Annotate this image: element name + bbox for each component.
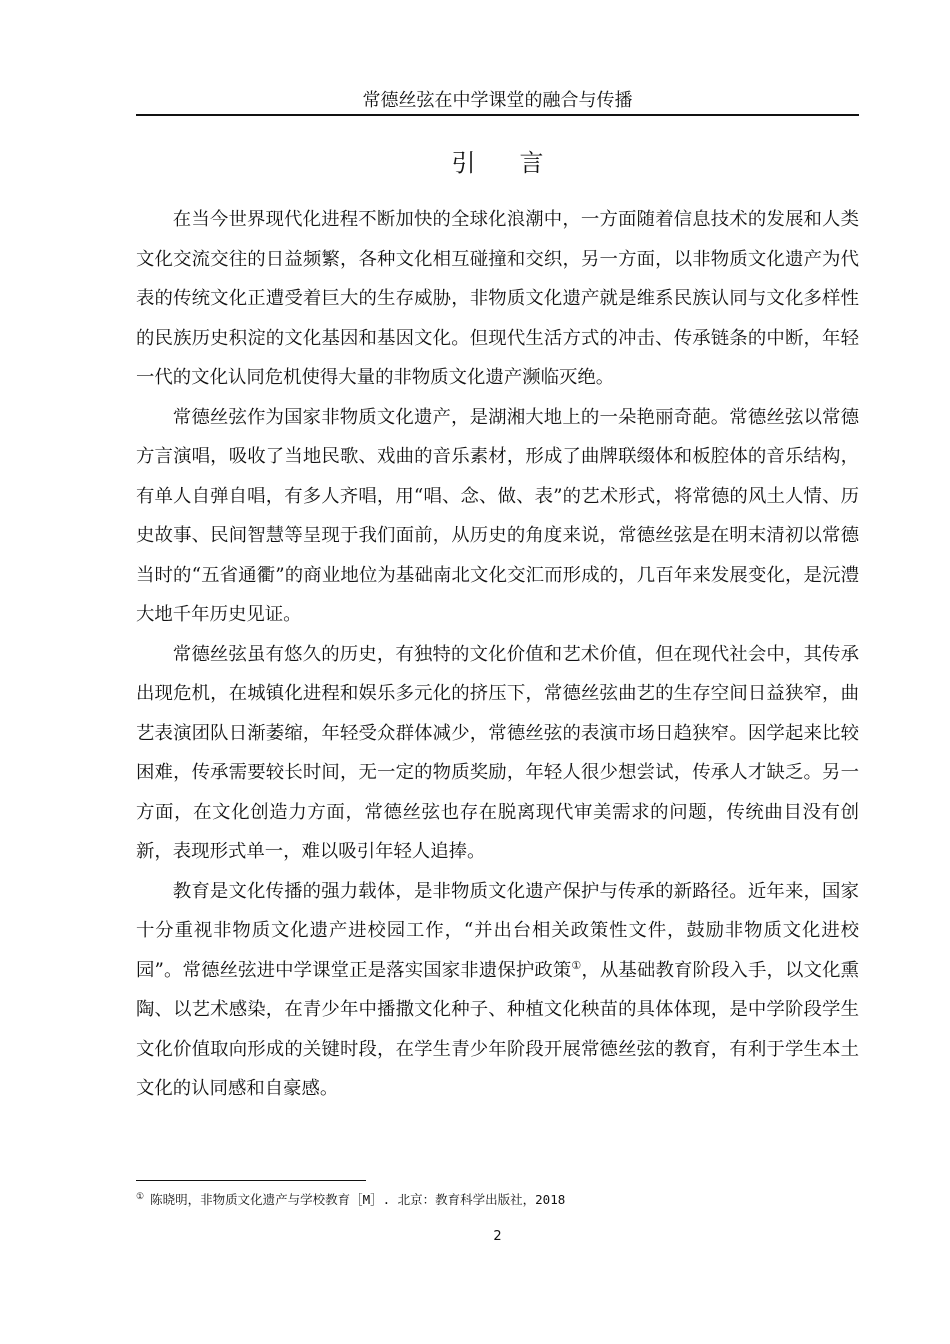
page-number: 2 bbox=[493, 1229, 502, 1244]
body-text bbox=[136, 200, 859, 1109]
header-rule bbox=[136, 114, 859, 116]
paragraph-4 bbox=[136, 872, 859, 1109]
paragraph-3: 常德丝弦虽有悠久的历史，有独特的文化价值和艺术价值，但在现代社会中，其传承出现危机，在城镇化进程和娱乐多元化的挤压下，常德丝弦曲艺的生存空间日益狭窄，曲艺表演团队日渐萎缩，年轻受众群体减少，常德丝弦的表演市场日趋狭窄。因学起来比较困难，传承需要较长时间，无一定的物质奖励，年轻人很少想尝试，传承人才缺乏。另一方面，在文化创造力方面，常德丝弦也存在脱离现代审美需求的问题，传统曲目没有创新，表现形式单一，难以吸引年轻人追捧。 bbox=[136, 643, 859, 862]
paragraph-4-text-after: ，从基础教育阶段入手，以文化熏陶、以艺术感染，在青少年中播撒文化种子、种植文化秧苗的具体体现，是中学阶段学生文化价值取向形成的关键时段，在学生青少年阶段开展常德丝弦的教育，有利于学生本土文化的认同感和自豪感。 bbox=[136, 959, 859, 1099]
footnote-reference[interactable]: ① bbox=[571, 958, 582, 972]
page-title: 引言 bbox=[451, 149, 588, 177]
paragraph-1: 在当今世界现代化进程不断加快的全球化浪潮中，一方面随着信息技术的发展和人类文化交流交往的日益频繁，各种文化相互碰撞和交织，另一方面，以非物质文化遗产为代表的传统文化正遭受着巨大的生存威胁，非物质文化遗产就是维系民族认同与文化多样性的民族历史积淀的文化基因和基因文化。但现代生活方式的冲击、传承链条的中断，年轻一代的文化认同危机使得大量的非物质文化遗产濒临灭绝。 bbox=[136, 209, 859, 388]
paragraph-4-text-before: 教育是文化传播的强力载体，是非物质文化遗产保护与传承的新路径。近年来，国家十分重视非物质文化遗产进校园工作，“并出台相关政策性文件，鼓励非物质文化进校园”。常德丝弦进中学课堂正是落实国家非遗保护政策 bbox=[136, 880, 859, 981]
footnote bbox=[136, 1188, 859, 1209]
footnote-rule bbox=[136, 1180, 366, 1181]
footnote-text: 陈晓明，非物质文化遗产与学校教育［M］. 北京：教育科学出版社，2018 bbox=[150, 1192, 566, 1208]
running-header: 常德丝弦在中学课堂的融合与传播 bbox=[362, 90, 633, 111]
footnote-mark: ① bbox=[136, 1192, 145, 1202]
paragraph-2: 常德丝弦作为国家非物质文化遗产，是湖湘大地上的一朵艳丽奇葩。常德丝弦以常德方言演唱，吸收了当地民歌、戏曲的音乐素材，形成了曲牌联缀体和板腔体的音乐结构，有单人自弹自唱，有多人齐唱，用“唱、念、做、表”的艺术形式，将常德的风土人情、历史故事、民间智慧等呈现于我们面前，从历史的角度来说，常德丝弦是在明末清初以常德当时的“五省通衢”的商业地位为基础南北文化交汇而形成的，几百年来发展变化，是沅澧大地千年历史见证。 bbox=[136, 406, 859, 625]
